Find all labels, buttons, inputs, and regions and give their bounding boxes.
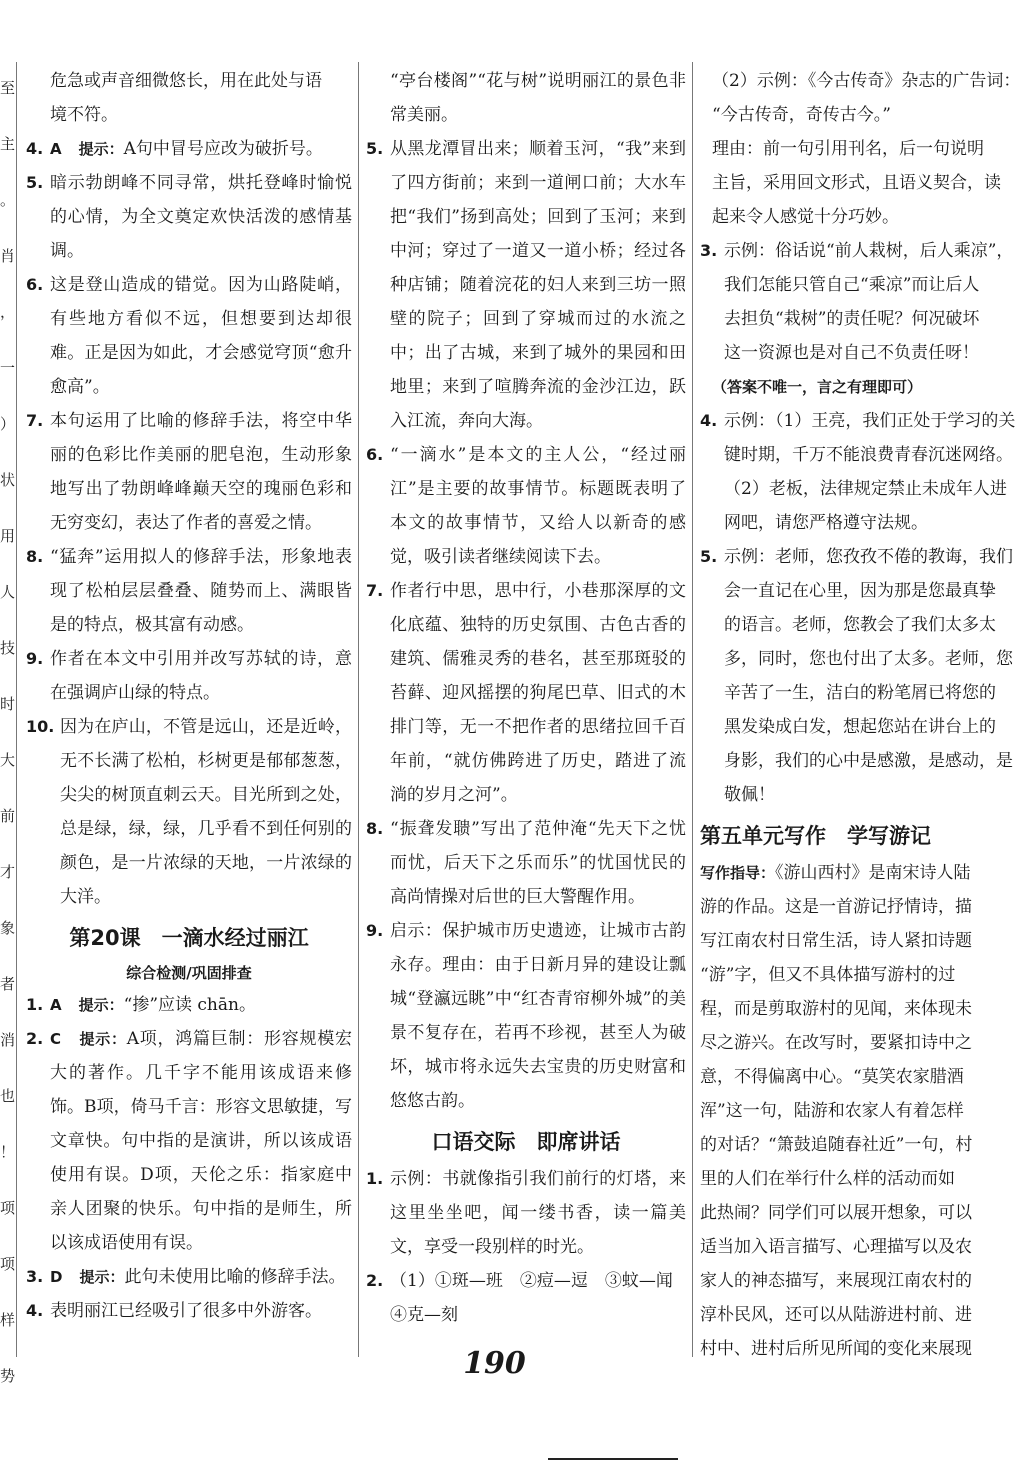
- hint-label: 提示：: [79, 1030, 127, 1048]
- answer-text: “一滴水”是本文的主人公，“经过丽江”是主要的故事情节。标题既表明了本文的故事情节，又给人以新奇的感觉，吸引读者继续阅读下去。: [390, 445, 686, 567]
- writing-guide: [700, 856, 989, 1366]
- bottom-rule: [548, 1458, 678, 1460]
- answer-text: 这是登山造成的错觉。因为山路陡峭，有些地方看似不远，但想要到达却很难。正是因为如此，才会感觉穹顶“愈升愈高”。: [50, 275, 352, 397]
- item-number: 2.: [366, 1271, 384, 1290]
- lesson-title: 第20课 一滴水经过丽江: [69, 926, 309, 950]
- text-line: 村中、进村后所见所闻的变化来展现: [700, 1339, 972, 1359]
- text-line: 起来令人感觉十分巧妙。: [712, 207, 899, 227]
- item-number: 5.: [26, 173, 44, 192]
- answer-text: “振聋发聩”写出了范仲淹“先天下之忧而忧，后天下之乐而乐”的忧国忧民的高尚情操对后世的巨大警醒作用。: [390, 819, 686, 907]
- margin-fragment: 势: [0, 1367, 16, 1385]
- answer-choice: A: [50, 996, 62, 1014]
- item-number: 1.: [366, 1169, 384, 1188]
- answer-item: [366, 914, 686, 1118]
- answer-text: A项，鸿篇巨制：形容规模宏大的著作。几千字不能用该成语来修饰。B项，倚马千言：形容文思敏捷，写文章快。句中指的是演讲，所以该成语使用有误。D项，天伦之乐：指家庭中亲人团聚的快乐。句中指的是师生，所以该成语使用有误。: [50, 1029, 352, 1253]
- text-line: 示例：（1）王亮，我们正处于学习的关: [724, 411, 1016, 431]
- answer-item: [366, 812, 686, 914]
- answer-item: [26, 1294, 352, 1328]
- item-number: 6.: [26, 275, 44, 294]
- text-line: 示例：老师，您孜孜不倦的教诲，我们: [724, 547, 1013, 567]
- item-number: 4.: [700, 411, 718, 430]
- text-line: 辛苦了一生，洁白的粉笔屑已将您的: [724, 683, 996, 703]
- text-line: 淳朴民风，还可以从陆游进村前、进: [700, 1305, 972, 1325]
- answer-item: [26, 268, 352, 404]
- item-number: 8.: [366, 819, 384, 838]
- margin-fragment: 项: [0, 1199, 16, 1217]
- text-line: 程，而是剪取游村的见闻，来体现未: [700, 999, 972, 1019]
- margin-fragment: 者: [0, 975, 16, 993]
- item-number: 7.: [366, 581, 384, 600]
- writing-section-title: 第五单元写作 学写游记: [700, 824, 931, 848]
- answer-text: 示例：书就像指引我们前行的灯塔，来这里坐坐吧，闻一缕书香，读一篇美文，享受一段别样的时光。: [390, 1169, 686, 1257]
- text-line: 键时期，千万不能浪费青春沉迷网络。: [724, 445, 1013, 465]
- answer-item: [366, 132, 686, 438]
- answer-item: [26, 1022, 352, 1260]
- text-line: 主旨，采用回文形式，且语义契合，读: [712, 173, 1001, 193]
- margin-fragment: ）: [0, 415, 16, 433]
- margin-fragment: ，: [0, 303, 16, 321]
- item-number: 3.: [26, 1267, 44, 1286]
- text-line: 身影，我们的心中是感激，是感动，是: [724, 751, 1013, 771]
- continued-text: “亭台楼阁”“花与树”说明丽江的景色非常美丽。: [390, 71, 686, 125]
- answer-text: A句中冒号应改为破折号。: [123, 139, 323, 159]
- text-line: 游的作品。这是一首游记抒情诗，描: [700, 897, 972, 917]
- answer-choice: D: [50, 1268, 63, 1286]
- item-number: 3.: [700, 241, 718, 260]
- item-number: 1.: [26, 995, 44, 1014]
- margin-fragment: 肖: [0, 247, 16, 265]
- margin-fragment: 技: [0, 639, 16, 657]
- text-line: 的语言。老师，您教会了我们太多太: [724, 615, 996, 635]
- answer-item: [26, 1260, 352, 1294]
- text-line: 多，同时，您也付出了太多。老师，您: [724, 649, 1013, 669]
- answer-item: [26, 988, 352, 1022]
- answer-item: [26, 166, 352, 268]
- item-number: 6.: [366, 445, 384, 464]
- item-number: 5.: [366, 139, 384, 158]
- answer-item: [700, 404, 1016, 540]
- text-line: 会一直记在心里，因为那是您最真挚: [724, 581, 996, 601]
- margin-fragment: 至: [0, 79, 16, 97]
- text-line: 理由：前一句引用刊名，后一句说明: [712, 139, 984, 159]
- text-line: 的对话？“箫鼓追随春社近”一句，村: [700, 1135, 973, 1155]
- answer-note: （答案不唯一，言之有理即可）: [712, 378, 923, 396]
- continued-text: ④克—刻: [390, 1305, 458, 1325]
- answer-item: [366, 1162, 686, 1264]
- item-number: 9.: [366, 921, 384, 940]
- text-line: 尽之游兴。在改写时，要紧扣诗中之: [700, 1033, 972, 1053]
- section-title: 口语交际 即席讲话: [431, 1130, 621, 1154]
- margin-fragment: 大: [0, 751, 16, 769]
- item-number: 8.: [26, 547, 44, 566]
- column-divider: [692, 62, 693, 1357]
- section-title: 综合检测/巩固排查: [126, 964, 252, 982]
- item-number: 4.: [26, 139, 44, 158]
- column-divider: [358, 62, 359, 1357]
- text-line: “今古传奇，奇传古今。”: [712, 105, 891, 125]
- item-number: 9.: [26, 649, 44, 668]
- text-line: 家人的神态描写，来展现江南农村的: [700, 1271, 972, 1291]
- answer-text: 此句未使用比喻的修辞手法。: [124, 1267, 346, 1287]
- margin-fragment: 才: [0, 863, 16, 881]
- hint-label: 提示：: [78, 140, 124, 158]
- margin-fragment: 用: [0, 527, 16, 545]
- hint-label: 提示：: [78, 996, 124, 1014]
- item-number: 2.: [26, 1029, 44, 1048]
- answer-text: 作者行中思，思中行，小巷那深厚的文化底蕴、独特的历史氛围、古色古香的建筑、儒雅灵秀的巷名，甚至那斑驳的苔藓、迎风摇摆的狗尾巴草、旧式的木排门等，无一不把作者的思绪拉回千百年前，“就仿佛跨进了历史，踏进了流淌的岁月之河”。: [390, 581, 686, 805]
- item-number: 5.: [700, 547, 718, 566]
- text-line: 网吧，请您严格遵守法规。: [724, 513, 928, 533]
- text-line: （2）示例：《今古传奇》杂志的广告词：: [712, 71, 1020, 91]
- answer-text: 暗示勃朗峰不同寻常，烘托登峰时愉悦的心情，为全文奠定欢快活泼的感情基调。: [50, 173, 352, 261]
- answer-item: [366, 1264, 686, 1298]
- column-divider: [16, 62, 17, 1357]
- margin-fragment: 前: [0, 807, 16, 825]
- left-margin-fragments: [0, 60, 16, 1404]
- item-number: 7.: [26, 411, 44, 430]
- answer-item: [26, 404, 352, 540]
- continued-text: 危急或声音细微悠长，用在此处与语: [50, 71, 322, 91]
- column-3: [700, 64, 1020, 1366]
- column-2: [366, 64, 686, 1332]
- text-line: 此热闹？同学们可以展开想象，可以: [700, 1203, 972, 1223]
- margin-fragment: 样: [0, 1311, 16, 1329]
- text-line: 浑”这一句，陆游和农家人有着怎样: [700, 1101, 964, 1121]
- answer-text: 从黑龙潭冒出来；顺着玉河，“我”来到了四方街前；来到一道闸口前；大水车把“我们”扬到高处；回到了玉河；来到中河；穿过了一道又一道小桥；经过各种店铺；随着浣花的妇人来到三坊一照壁的院子；回到了穿城而过的水流之中；出了古城，来到了城外的果园和田地里；来到了喧腾奔流的金沙江边，跃入江流，奔向大海。: [390, 139, 686, 431]
- text-line: 这一资源也是对自己不负责任呀！: [724, 343, 979, 363]
- answer-choice: C: [50, 1030, 62, 1048]
- answer-text: （1）①斑—班 ②痘—逗 ③蚊—闻: [390, 1271, 673, 1291]
- answer-text: 本句运用了比喻的修辞手法，将空中华丽的色彩比作美丽的肥皂泡，生动形象地写出了勃朗峰峰巅天空的瑰丽色彩和无穷变幻，表达了作者的喜爱之情。: [50, 411, 352, 533]
- text-line: 去担负“栽树”的责任呢？何况破坏: [724, 309, 980, 329]
- hint-label: 提示：: [79, 1268, 125, 1286]
- text-line: 意，不得偏离中心。“莫笑农家腊酒: [700, 1067, 964, 1087]
- margin-fragment: 主: [0, 135, 16, 153]
- answer-item: [26, 710, 352, 914]
- margin-fragment: 项: [0, 1255, 16, 1273]
- text-line: （2）老板，法律规定禁止未成年人进: [724, 479, 1007, 499]
- guide-label: 写作指导：: [700, 864, 776, 882]
- text-line: “游”字，但又不具体描写游村的过: [700, 965, 956, 985]
- answer-item: [26, 132, 352, 166]
- text-line: 写江南农村日常生活，诗人紧扣诗题: [700, 931, 972, 951]
- margin-fragment: 人: [0, 583, 16, 601]
- text-line: 适当加入语言描写、心理描写以及农: [700, 1237, 972, 1257]
- margin-fragment: 状: [0, 471, 16, 489]
- margin-fragment: 消: [0, 1031, 16, 1049]
- text-line: 里的人们在举行什么样的活动而如: [700, 1169, 955, 1189]
- margin-fragment: ！: [0, 1143, 16, 1161]
- text-line: 《游山西村》是南宋诗人陆: [775, 863, 971, 883]
- text-line: 敬佩！: [724, 785, 775, 805]
- answer-item: [700, 234, 1014, 370]
- answer-item: [366, 574, 686, 812]
- text-line: 示例：俗话说“前人栽树，后人乘凉”，: [724, 241, 1014, 261]
- margin-fragment: 一: [0, 359, 16, 377]
- answer-choice: A: [50, 140, 62, 158]
- answer-item: [366, 438, 686, 574]
- margin-fragment: 象: [0, 919, 16, 937]
- text-line: 我们怎能只管自己“乘凉”而让后人: [724, 275, 980, 295]
- answer-text: “猛奔”运用拟人的修辞手法，形象地表现了松柏层层叠叠、随势而上、满眼皆是的特点，极其富有动感。: [50, 547, 352, 635]
- answer-item: [700, 540, 1013, 812]
- answer-item: [26, 642, 352, 710]
- margin-fragment: 。: [0, 191, 16, 209]
- column-1: [26, 64, 352, 1328]
- continued-text: 境不符。: [50, 105, 118, 125]
- answer-text: 作者在本文中引用并改写苏轼的诗，意在强调庐山绿的特点。: [50, 649, 352, 703]
- margin-fragment: 也: [0, 1087, 16, 1105]
- answer-text: 因为在庐山，不管是远山，还是近岭，无不长满了松柏，杉树更是郁郁葱葱，尖尖的树顶直刺云天。目光所到之处，总是绿，绿，绿，几乎看不到任何别的颜色，是一片浓绿的天地，一片浓绿的大洋。: [60, 717, 352, 907]
- answer-text: 启示：保护城市历史遗迹，让城市古韵永存。理由：由于日新月异的建设让瓢城“登瀛远眺”中“红杏青帘柳外城”的美景不复存在，若再不珍视，甚至人为破坏，城市将永远失去宝贵的历史财富和悠悠古韵。: [390, 921, 686, 1111]
- item-number: 10.: [26, 717, 55, 736]
- answer-text: “掺”应读 chān。: [123, 995, 256, 1015]
- page-number: 190: [463, 1346, 526, 1381]
- answer-item: [26, 540, 352, 642]
- answer-text: 表明丽江已经吸引了很多中外游客。: [50, 1301, 322, 1321]
- margin-fragment: 时: [0, 695, 16, 713]
- text-line: 黑发染成白发，想起您站在讲台上的: [724, 717, 996, 737]
- item-number: 4.: [26, 1301, 44, 1320]
